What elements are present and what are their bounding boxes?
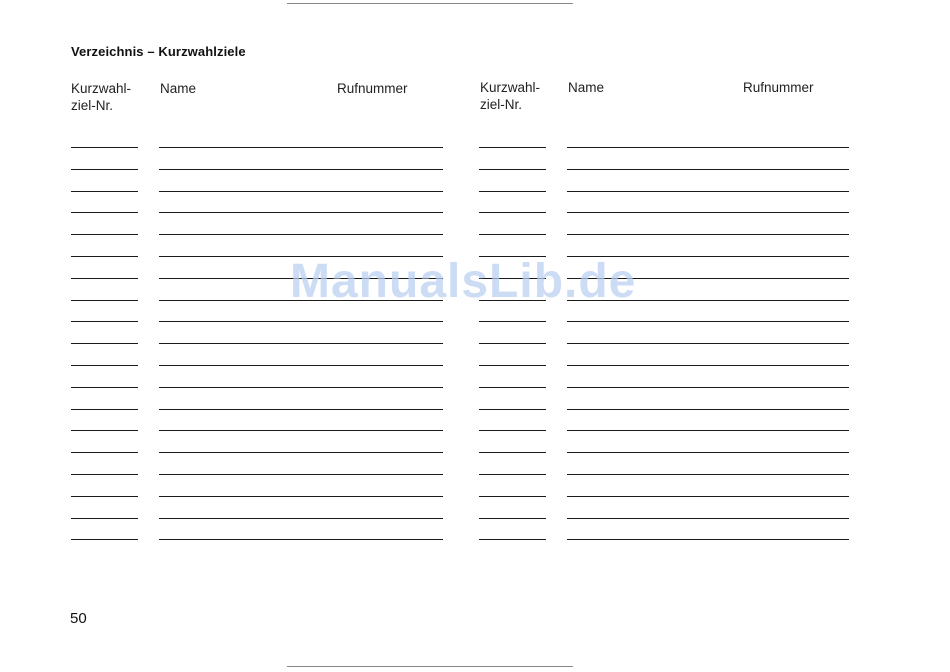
right-name-line bbox=[567, 474, 849, 475]
left-header-name: Name bbox=[160, 81, 197, 96]
left-number-line bbox=[71, 474, 138, 475]
left-name-line bbox=[159, 343, 443, 344]
left-name-line bbox=[159, 234, 443, 235]
right-name-line bbox=[567, 147, 849, 148]
left-header-number: Kurzwahl- ziel-Nr. bbox=[71, 81, 132, 113]
right-number-line bbox=[479, 365, 546, 366]
right-name-line bbox=[567, 212, 849, 213]
left-name-line bbox=[159, 387, 443, 388]
left-name-line bbox=[159, 278, 443, 279]
right-number-line bbox=[479, 191, 546, 192]
left-number-line bbox=[71, 409, 138, 410]
left-number-line bbox=[71, 321, 138, 322]
right-name-line bbox=[567, 539, 849, 540]
left-name-line bbox=[159, 365, 443, 366]
right-number-line bbox=[479, 169, 546, 170]
right-number-line bbox=[479, 409, 546, 410]
left-number-line bbox=[71, 300, 138, 301]
right-header-phone: Rufnummer bbox=[743, 80, 814, 95]
left-name-line bbox=[159, 539, 443, 540]
right-number-line bbox=[479, 300, 546, 301]
left-number-line bbox=[71, 212, 138, 213]
right-number-line bbox=[479, 343, 546, 344]
right-number-line bbox=[479, 474, 546, 475]
right-number-line bbox=[479, 234, 546, 235]
right-number-line bbox=[479, 430, 546, 431]
right-name-line bbox=[567, 430, 849, 431]
right-name-line bbox=[567, 343, 849, 344]
left-number-line bbox=[71, 518, 138, 519]
right-name-line bbox=[567, 496, 849, 497]
right-name-line bbox=[567, 518, 849, 519]
page-number: 50 bbox=[70, 610, 87, 627]
left-name-line bbox=[159, 518, 443, 519]
right-name-line bbox=[567, 278, 849, 279]
right-header-number: Kurzwahl- ziel-Nr. bbox=[480, 80, 541, 112]
left-number-line bbox=[71, 278, 138, 279]
left-name-line bbox=[159, 430, 443, 431]
left-name-line bbox=[159, 321, 443, 322]
right-header-name: Name bbox=[568, 80, 605, 95]
watermark: ManualsLib.de bbox=[290, 255, 637, 308]
left-number-line bbox=[71, 169, 138, 170]
left-number-line bbox=[71, 430, 138, 431]
left-number-line bbox=[71, 496, 138, 497]
right-number-line bbox=[479, 496, 546, 497]
right-name-line bbox=[567, 365, 849, 366]
left-name-line bbox=[159, 147, 443, 148]
left-name-line bbox=[159, 409, 443, 410]
right-number-line bbox=[479, 321, 546, 322]
right-number-line bbox=[479, 212, 546, 213]
left-number-line bbox=[71, 256, 138, 257]
right-number-line bbox=[479, 387, 546, 388]
left-name-line bbox=[159, 191, 443, 192]
right-number-line bbox=[479, 278, 546, 279]
left-name-line bbox=[159, 496, 443, 497]
page-title: Verzeichnis – Kurzwahlziele bbox=[71, 44, 246, 59]
right-number-line bbox=[479, 256, 546, 257]
right-name-line bbox=[567, 234, 849, 235]
left-number-line bbox=[71, 191, 138, 192]
right-name-line bbox=[567, 452, 849, 453]
left-number-line bbox=[71, 539, 138, 540]
left-number-line bbox=[71, 343, 138, 344]
left-name-line bbox=[159, 212, 443, 213]
right-name-line bbox=[567, 300, 849, 301]
left-header-phone: Rufnummer bbox=[337, 81, 408, 96]
left-name-line bbox=[159, 300, 443, 301]
left-number-line bbox=[71, 452, 138, 453]
right-name-line bbox=[567, 169, 849, 170]
left-number-line bbox=[71, 234, 138, 235]
right-name-line bbox=[567, 387, 849, 388]
left-name-line bbox=[159, 169, 443, 170]
left-name-line bbox=[159, 452, 443, 453]
right-number-line bbox=[479, 147, 546, 148]
right-name-line bbox=[567, 409, 849, 410]
right-number-line bbox=[479, 539, 546, 540]
right-number-line bbox=[479, 518, 546, 519]
right-number-line bbox=[479, 452, 546, 453]
right-name-line bbox=[567, 321, 849, 322]
right-name-line bbox=[567, 191, 849, 192]
left-name-line bbox=[159, 474, 443, 475]
left-number-line bbox=[71, 365, 138, 366]
right-name-line bbox=[567, 256, 849, 257]
left-number-line bbox=[71, 387, 138, 388]
left-name-line bbox=[159, 256, 443, 257]
left-number-line bbox=[71, 147, 138, 148]
